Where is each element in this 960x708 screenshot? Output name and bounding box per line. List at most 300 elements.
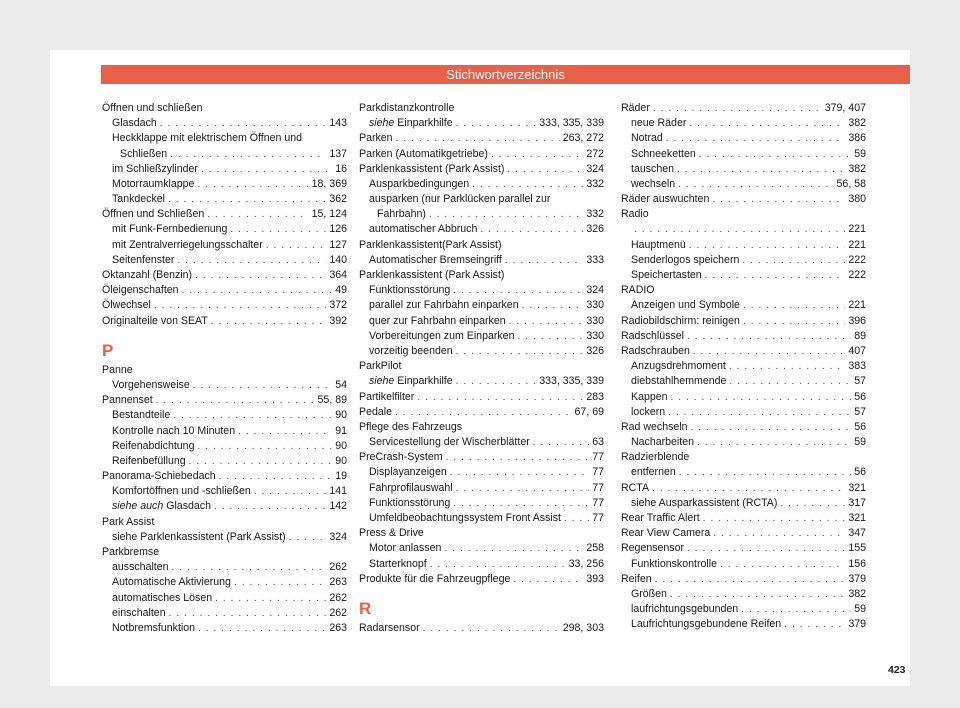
entry-term — [102, 298, 151, 313]
entry-see-prefix: siehe — [369, 375, 395, 388]
entry-page-ref: 127 — [329, 238, 347, 251]
entry-page-ref: 407 — [848, 344, 866, 357]
entry-text: Rear Traffic Alert — [621, 512, 700, 525]
entry-text: Oktanzahl (Benzin) — [102, 269, 193, 282]
index-entry — [102, 298, 347, 313]
dot-leader — [195, 268, 326, 283]
entry-page-ref: 126 — [329, 223, 347, 236]
entry-term — [112, 177, 194, 192]
entry-term — [631, 268, 702, 283]
entry-page-ref: 379 — [848, 618, 866, 631]
entry-page-ref: 324 — [329, 530, 347, 543]
entry-text: Partikelfilter — [359, 390, 415, 403]
dot-leader — [197, 177, 308, 192]
entry-text: Öleigenschaften — [102, 284, 179, 297]
entry-page-ref: 298, 303 — [562, 621, 604, 634]
entry-page-ref: 63 — [592, 436, 604, 449]
entry-text: tauschen — [631, 162, 674, 175]
entry-term — [359, 421, 462, 433]
entry-text: Automatische Aktivierung — [112, 576, 231, 589]
entry-page-ref: 364 — [329, 269, 347, 282]
entry-term — [102, 283, 179, 298]
index-entry — [102, 283, 347, 298]
index-entry — [621, 617, 866, 632]
dot-leader — [456, 481, 590, 496]
dot-leader — [743, 298, 845, 313]
entry-text: Parklenkassistent (Park Assist) — [359, 269, 505, 282]
entry-page-ref: 56 — [854, 420, 866, 433]
entry-term — [359, 131, 393, 146]
index-entry — [359, 572, 604, 587]
index-column-2 — [359, 101, 604, 636]
index-entry — [621, 481, 866, 496]
entry-page-ref: 379, 407 — [824, 101, 866, 114]
index-entry — [102, 515, 347, 530]
entry-page-ref: 372 — [329, 299, 347, 312]
entry-term — [369, 541, 441, 556]
entry-text: Kappen — [631, 390, 668, 403]
dot-leader — [453, 496, 589, 511]
index-entry — [621, 131, 866, 146]
index-entry — [102, 378, 347, 393]
entry-term — [102, 393, 153, 408]
entry-term — [631, 374, 726, 389]
index-entry — [102, 147, 347, 162]
entry-page-ref: 49 — [335, 284, 347, 297]
index-entry — [621, 390, 866, 405]
entry-text: Senderlogos speichern — [631, 253, 740, 266]
index-entry — [621, 116, 866, 131]
index-entry — [621, 359, 866, 374]
dot-leader — [266, 238, 327, 253]
entry-text: Laufrichtungsgebundene Reifen — [631, 618, 782, 631]
entry-page-ref: 56 — [854, 466, 866, 479]
entry-term — [631, 177, 675, 192]
entry-text: RCTA — [621, 481, 650, 494]
entry-text: Vorbereitungen zum Einparken — [369, 329, 515, 342]
index-entry — [102, 253, 347, 268]
dot-leader — [505, 253, 583, 268]
index-page — [50, 50, 910, 686]
index-entry — [621, 511, 866, 526]
dot-leader — [741, 602, 851, 617]
entry-term — [369, 283, 450, 298]
entry-page-ref: 379 — [848, 572, 866, 585]
entry-page-ref: 333 — [586, 253, 604, 266]
index-entry — [359, 253, 604, 268]
entry-term — [621, 101, 650, 116]
index-entry — [621, 192, 866, 207]
entry-page-ref: 332 — [586, 177, 604, 190]
entry-term — [102, 364, 133, 376]
entry-see-prefix: siehe — [369, 117, 395, 130]
entry-text: Radschrauben — [621, 344, 690, 357]
index-entry — [102, 408, 347, 423]
entry-term — [112, 132, 302, 144]
entry-page-ref: 262 — [329, 561, 347, 574]
entry-text: Radschlüssel — [621, 329, 685, 342]
entry-page-ref: 137 — [329, 147, 347, 160]
dot-leader — [189, 454, 333, 469]
entry-text: Panne — [102, 363, 133, 376]
entry-term — [112, 378, 190, 393]
entry-term — [359, 102, 454, 114]
entry-term — [112, 591, 212, 606]
dot-leader — [446, 450, 590, 465]
dot-leader — [396, 131, 560, 146]
entry-text: entfernen — [631, 466, 676, 479]
dot-leader — [691, 420, 852, 435]
dot-leader — [472, 177, 583, 192]
index-entry — [102, 484, 347, 499]
dot-leader — [193, 378, 332, 393]
entry-term — [120, 147, 167, 162]
entry-term — [631, 587, 667, 602]
index-entry — [102, 162, 347, 177]
entry-text: Parklenkassistent (Park Assist) — [359, 162, 505, 175]
entry-text: Radiobildschirm: reinigen — [621, 314, 740, 327]
dot-leader — [679, 465, 851, 480]
index-entry — [359, 466, 604, 481]
entry-term — [112, 408, 170, 423]
entry-page-ref: 140 — [329, 253, 347, 266]
entry-text: Parken — [359, 132, 393, 145]
dot-leader — [170, 147, 326, 162]
entry-page-ref: 221 — [848, 299, 866, 312]
index-entry — [621, 420, 866, 435]
entry-page-ref: 33, 256 — [568, 557, 604, 570]
dot-leader — [742, 253, 845, 268]
index-entry — [359, 450, 604, 465]
entry-text: Hauptmenü — [631, 238, 686, 251]
index-entry — [102, 314, 347, 329]
dot-leader — [211, 314, 327, 329]
index-entry — [359, 420, 604, 435]
dot-leader — [173, 408, 332, 423]
entry-text: Reifen — [621, 572, 652, 585]
index-entry — [621, 526, 866, 541]
dot-leader — [670, 587, 845, 602]
entry-page-ref: 332 — [586, 208, 604, 221]
dot-leader — [713, 526, 845, 541]
entry-text: ausschalten — [112, 561, 169, 574]
entry-term — [102, 546, 159, 558]
index-entry — [621, 587, 866, 602]
entry-text: mit Funk-Fernbedienung — [112, 223, 228, 236]
index-letter-heading: P — [102, 340, 114, 360]
entry-page-ref: 77 — [592, 451, 604, 464]
entry-page-ref: 262 — [329, 606, 347, 619]
index-entry — [102, 177, 347, 192]
index-entry — [359, 405, 604, 420]
index-entry — [621, 405, 866, 420]
entry-page-ref: 77 — [592, 466, 604, 479]
dot-leader — [182, 283, 333, 298]
dot-leader — [177, 253, 326, 268]
entry-term — [359, 239, 501, 251]
index-entry — [621, 541, 866, 556]
entry-page-ref: 59 — [854, 147, 866, 160]
entry-text: Motor anlassen — [369, 542, 442, 555]
entry-page-ref: 56 — [854, 390, 866, 403]
entry-term — [369, 496, 450, 511]
dot-leader — [450, 465, 589, 480]
entry-text: Pflege des Fahrzeugs — [359, 420, 463, 433]
entry-text: Park Assist — [102, 515, 155, 528]
dot-leader — [198, 621, 326, 636]
entry-text: Fahrbahn) — [377, 208, 426, 221]
entry-term — [621, 208, 649, 220]
entry-text: Kontrolle nach 10 Minuten — [112, 424, 236, 437]
entry-text: Funktionsstörung — [369, 284, 451, 297]
entry-page-ref: 321 — [848, 512, 866, 525]
index-entry — [102, 363, 347, 378]
entry-term — [621, 526, 710, 541]
index-column-3 — [621, 101, 866, 633]
entry-text: Produkte für die Fahrzeugpflege — [359, 572, 511, 585]
entry-term — [631, 435, 694, 450]
index-entry — [359, 390, 604, 405]
entry-page-ref: 321 — [848, 481, 866, 494]
index-entry — [102, 424, 347, 439]
index-entry — [359, 329, 604, 344]
dot-leader — [289, 530, 327, 545]
index-entry — [359, 162, 604, 177]
index-entry — [621, 344, 866, 359]
section-title: Stichwortverzeichnis — [101, 65, 910, 84]
entry-term — [621, 451, 689, 463]
index-entry — [621, 147, 866, 162]
index-entry — [359, 207, 604, 222]
dot-leader — [215, 591, 326, 606]
entry-text: automatisches Lösen — [112, 591, 213, 604]
index-letter-heading: R — [359, 599, 372, 618]
dot-leader — [172, 560, 327, 575]
index-entry — [102, 116, 347, 131]
dot-leader — [522, 298, 584, 313]
entry-text: Schließen — [120, 147, 168, 160]
entry-text: Starterknopf — [369, 557, 427, 570]
dot-leader — [507, 162, 583, 177]
entry-text: ParkPilot — [359, 360, 402, 373]
entry-page-ref: 142 — [329, 500, 347, 513]
index-entry — [621, 177, 866, 192]
dot-leader — [689, 238, 846, 253]
entry-term — [369, 329, 514, 344]
index-entry — [359, 116, 604, 131]
index-entry — [359, 435, 604, 450]
entry-term — [369, 481, 453, 496]
dot-leader — [653, 101, 822, 116]
index-entry — [102, 238, 347, 253]
entry-text: laufrichtungsgebunden — [631, 603, 739, 616]
dot-leader — [444, 541, 583, 556]
index-entry — [359, 496, 604, 511]
entry-page-ref: 333, 335, 339 — [539, 117, 604, 130]
dot-leader — [689, 116, 845, 131]
index-entry — [102, 621, 347, 636]
entry-page-ref: 283 — [586, 390, 604, 403]
entry-term — [621, 541, 684, 556]
entry-page-ref: 141 — [329, 485, 347, 498]
dot-leader — [430, 557, 566, 572]
entry-text: wechseln — [631, 177, 676, 190]
entry-text: Heckklappe mit elektrischem Öffnen und — [112, 132, 302, 145]
entry-term — [631, 116, 686, 131]
entry-page-ref: 326 — [586, 344, 604, 357]
index-entry — [359, 147, 604, 162]
index-entry — [621, 374, 866, 389]
dot-leader — [720, 557, 845, 572]
dot-leader — [687, 329, 851, 344]
dot-leader — [219, 469, 333, 484]
dot-leader — [780, 496, 845, 511]
dot-leader — [254, 484, 327, 499]
index-entry — [102, 560, 347, 575]
entry-term — [621, 511, 700, 526]
dot-leader — [156, 393, 315, 408]
index-entry — [102, 192, 347, 207]
dot-leader — [201, 162, 332, 177]
dot-leader — [533, 435, 589, 450]
entry-page-ref: 54 — [335, 378, 347, 391]
entry-term — [631, 602, 738, 617]
entry-page-ref: 326 — [586, 223, 604, 236]
index-entry — [102, 606, 347, 621]
entry-term — [621, 192, 709, 207]
entry-page-ref: 15, 124 — [311, 208, 347, 221]
dot-leader — [693, 344, 845, 359]
index-entry — [359, 283, 604, 298]
dot-leader — [168, 192, 326, 207]
entry-term — [112, 238, 263, 253]
dot-leader — [703, 511, 846, 526]
dot-leader — [456, 344, 584, 359]
entry-page-ref: 393 — [586, 572, 604, 585]
dot-leader — [197, 439, 332, 454]
entry-term — [112, 116, 157, 131]
entry-term — [359, 147, 488, 162]
index-entry — [359, 298, 604, 313]
entry-page-ref: 221 — [848, 223, 866, 236]
entry-text: Ausparkbedingungen — [369, 177, 470, 190]
index-entry — [621, 435, 866, 450]
index-entry — [359, 511, 604, 526]
entry-term — [621, 329, 684, 344]
entry-text: einschalten — [112, 606, 166, 619]
index-entry — [621, 572, 866, 587]
entry-page-ref: 382 — [848, 117, 866, 130]
dot-leader — [729, 374, 851, 389]
index-column-1 — [102, 101, 347, 636]
entry-page-ref: 59 — [854, 603, 866, 616]
entry-page-ref: 330 — [586, 299, 604, 312]
dot-leader — [214, 499, 326, 514]
index-entry — [359, 557, 604, 572]
entry-text: Reifenabdichtung — [112, 439, 195, 452]
dot-leader — [509, 314, 584, 329]
entry-page-ref: 347 — [848, 527, 866, 540]
entry-text: Öffnen und Schließen — [102, 208, 205, 221]
dot-leader — [395, 405, 572, 420]
dot-leader — [207, 207, 308, 222]
entry-page-ref: 382 — [848, 162, 866, 175]
entry-page-ref: 221 — [848, 238, 866, 251]
index-entry — [621, 314, 866, 329]
entry-text: lockern — [631, 405, 666, 418]
index-entry — [102, 575, 347, 590]
entry-term — [369, 465, 447, 480]
entry-page-ref: 380 — [848, 193, 866, 206]
entry-text: Räder — [621, 101, 650, 114]
dot-leader — [705, 268, 846, 283]
entry-page-ref: 383 — [848, 360, 866, 373]
index-entry — [359, 101, 604, 116]
entry-text: Anzeigen und Symbole — [631, 299, 740, 312]
index-entry — [359, 177, 604, 192]
index-entry — [102, 101, 347, 116]
index-entry — [359, 192, 604, 207]
index-entry — [359, 314, 604, 329]
entry-text: neue Räder — [631, 117, 687, 130]
entry-term — [369, 344, 453, 359]
entry-text: Radzierblende — [621, 451, 690, 464]
entry-term — [631, 147, 696, 162]
dot-leader — [677, 162, 845, 177]
entry-term — [359, 269, 504, 281]
dot-leader — [671, 390, 852, 405]
entry-text: Ölwechsel — [102, 299, 151, 312]
dot-leader — [668, 405, 851, 420]
entry-term — [112, 621, 195, 636]
index-entry — [359, 131, 604, 146]
entry-text: Originalteile von SEAT — [102, 314, 208, 327]
index-entry — [102, 500, 347, 515]
entry-term — [359, 162, 504, 177]
entry-text: Seitenfenster — [112, 253, 175, 266]
entry-term — [621, 284, 655, 296]
entry-term — [621, 344, 690, 359]
entry-page-ref: 386 — [848, 132, 866, 145]
entry-term — [621, 420, 688, 435]
index-entry — [621, 253, 866, 268]
dot-leader — [429, 207, 583, 222]
entry-term — [112, 162, 198, 177]
entry-term — [631, 557, 717, 572]
dot-leader — [160, 116, 327, 131]
entry-term — [369, 116, 453, 131]
entry-text: ausparken (nur Parklücken parallel zur — [369, 193, 551, 206]
entry-page-ref: 258 — [586, 542, 604, 555]
entry-text: Servicestellung der Wischerblätter — [369, 436, 530, 449]
index-entry — [359, 374, 604, 389]
index-entry — [359, 526, 604, 541]
entry-page-ref: 272 — [586, 147, 604, 160]
entry-term — [621, 572, 652, 587]
entry-term — [631, 298, 740, 313]
index-entry — [102, 223, 347, 238]
index-entry — [621, 101, 866, 116]
dot-leader — [697, 435, 851, 450]
index-entry — [359, 481, 604, 496]
entry-term — [631, 405, 665, 420]
entry-text: RADIO — [621, 284, 655, 297]
dot-leader — [154, 298, 326, 313]
entry-term — [631, 617, 781, 632]
entry-text: Automatischer Bremseingriff — [369, 253, 502, 266]
entry-term — [621, 481, 649, 496]
dot-leader — [169, 606, 327, 621]
